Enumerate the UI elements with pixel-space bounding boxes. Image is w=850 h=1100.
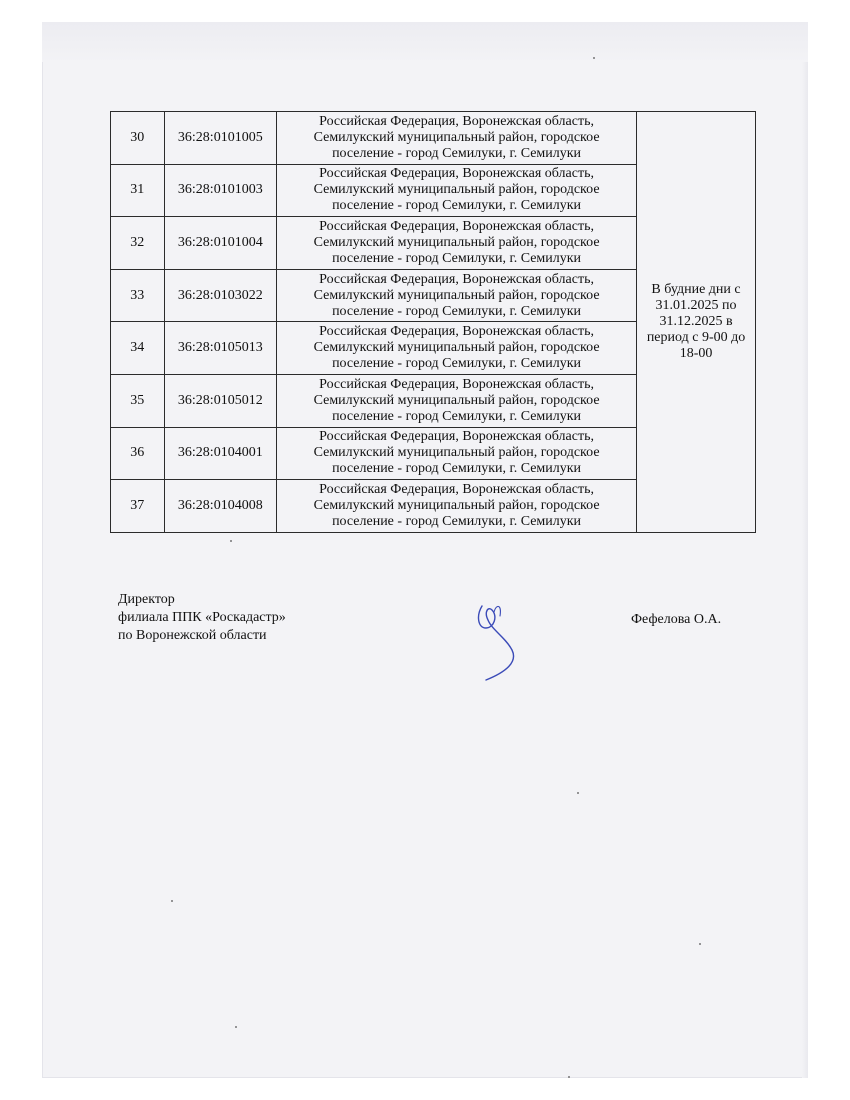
row-number: 34 [111,322,165,375]
signatory-title-line-2: филиала ППК «Роскадастр» [118,610,286,625]
address-cell: Российская Федерация, Воронежская область, Семилукский муниципальный район, городское поселение - город Семилуки, г. Семилуки [277,269,637,322]
cadastral-number: 36:28:0105012 [164,374,277,427]
cadastral-number: 36:28:0101005 [164,112,277,165]
address-cell: Российская Федерация, Воронежская область, Семилукский муниципальный район, городское поселение - город Семилуки, г. Семилуки [277,374,637,427]
signatory-name: Фефелова О.А. [631,612,722,627]
address-cell: Российская Федерация, Воронежская область, Семилукский муниципальный район, городское поселение - город Семилуки, г. Семилуки [277,427,637,480]
cadastral-number: 36:28:0103022 [164,269,277,322]
address-cell: Российская Федерация, Воронежская область, Семилукский муниципальный район, городское поселение - город Семилуки, г. Семилуки [277,480,637,533]
row-number: 36 [111,427,165,480]
row-number: 31 [111,164,165,217]
row-number: 37 [111,480,165,533]
scan-speck [171,900,173,902]
scan-speck [235,1026,237,1028]
cadastral-number: 36:28:0104001 [164,427,277,480]
cadastral-number: 36:28:0101004 [164,217,277,270]
signatory-title [118,591,286,645]
scan-right-edge [802,62,808,1078]
scan-top-shadow [42,22,808,62]
cadastral-number: 36:28:0101003 [164,164,277,217]
address-cell: Российская Федерация, Воронежская область, Семилукский муниципальный район, городское поселение - город Семилуки, г. Семилуки [277,164,637,217]
work-schedule-cell: В будние дни с 31.01.2025 по 31.12.2025 в период с 9-00 до 18-00 [637,112,756,533]
cadastral-number: 36:28:0105013 [164,322,277,375]
cadastral-quarters-table [110,111,756,533]
scan-speck [230,540,232,542]
row-number: 35 [111,374,165,427]
scan-speck [568,1076,570,1078]
row-number: 33 [111,269,165,322]
cadastral-number: 36:28:0104008 [164,480,277,533]
table-row [111,112,756,165]
scan-speck [593,57,595,59]
handwritten-signature [472,598,532,688]
scan-speck [577,792,579,794]
address-cell: Российская Федерация, Воронежская область, Семилукский муниципальный район, городское поселение - город Семилуки, г. Семилуки [277,112,637,165]
signatory-title-line-3: по Воронежской области [118,628,267,643]
row-number: 32 [111,217,165,270]
row-number: 30 [111,112,165,165]
address-cell: Российская Федерация, Воронежская область, Семилукский муниципальный район, городское поселение - город Семилуки, г. Семилуки [277,217,637,270]
signatory-title-line-1: Директор [118,592,175,607]
address-cell: Российская Федерация, Воронежская область, Семилукский муниципальный район, городское поселение - город Семилуки, г. Семилуки [277,322,637,375]
scan-speck [699,943,701,945]
